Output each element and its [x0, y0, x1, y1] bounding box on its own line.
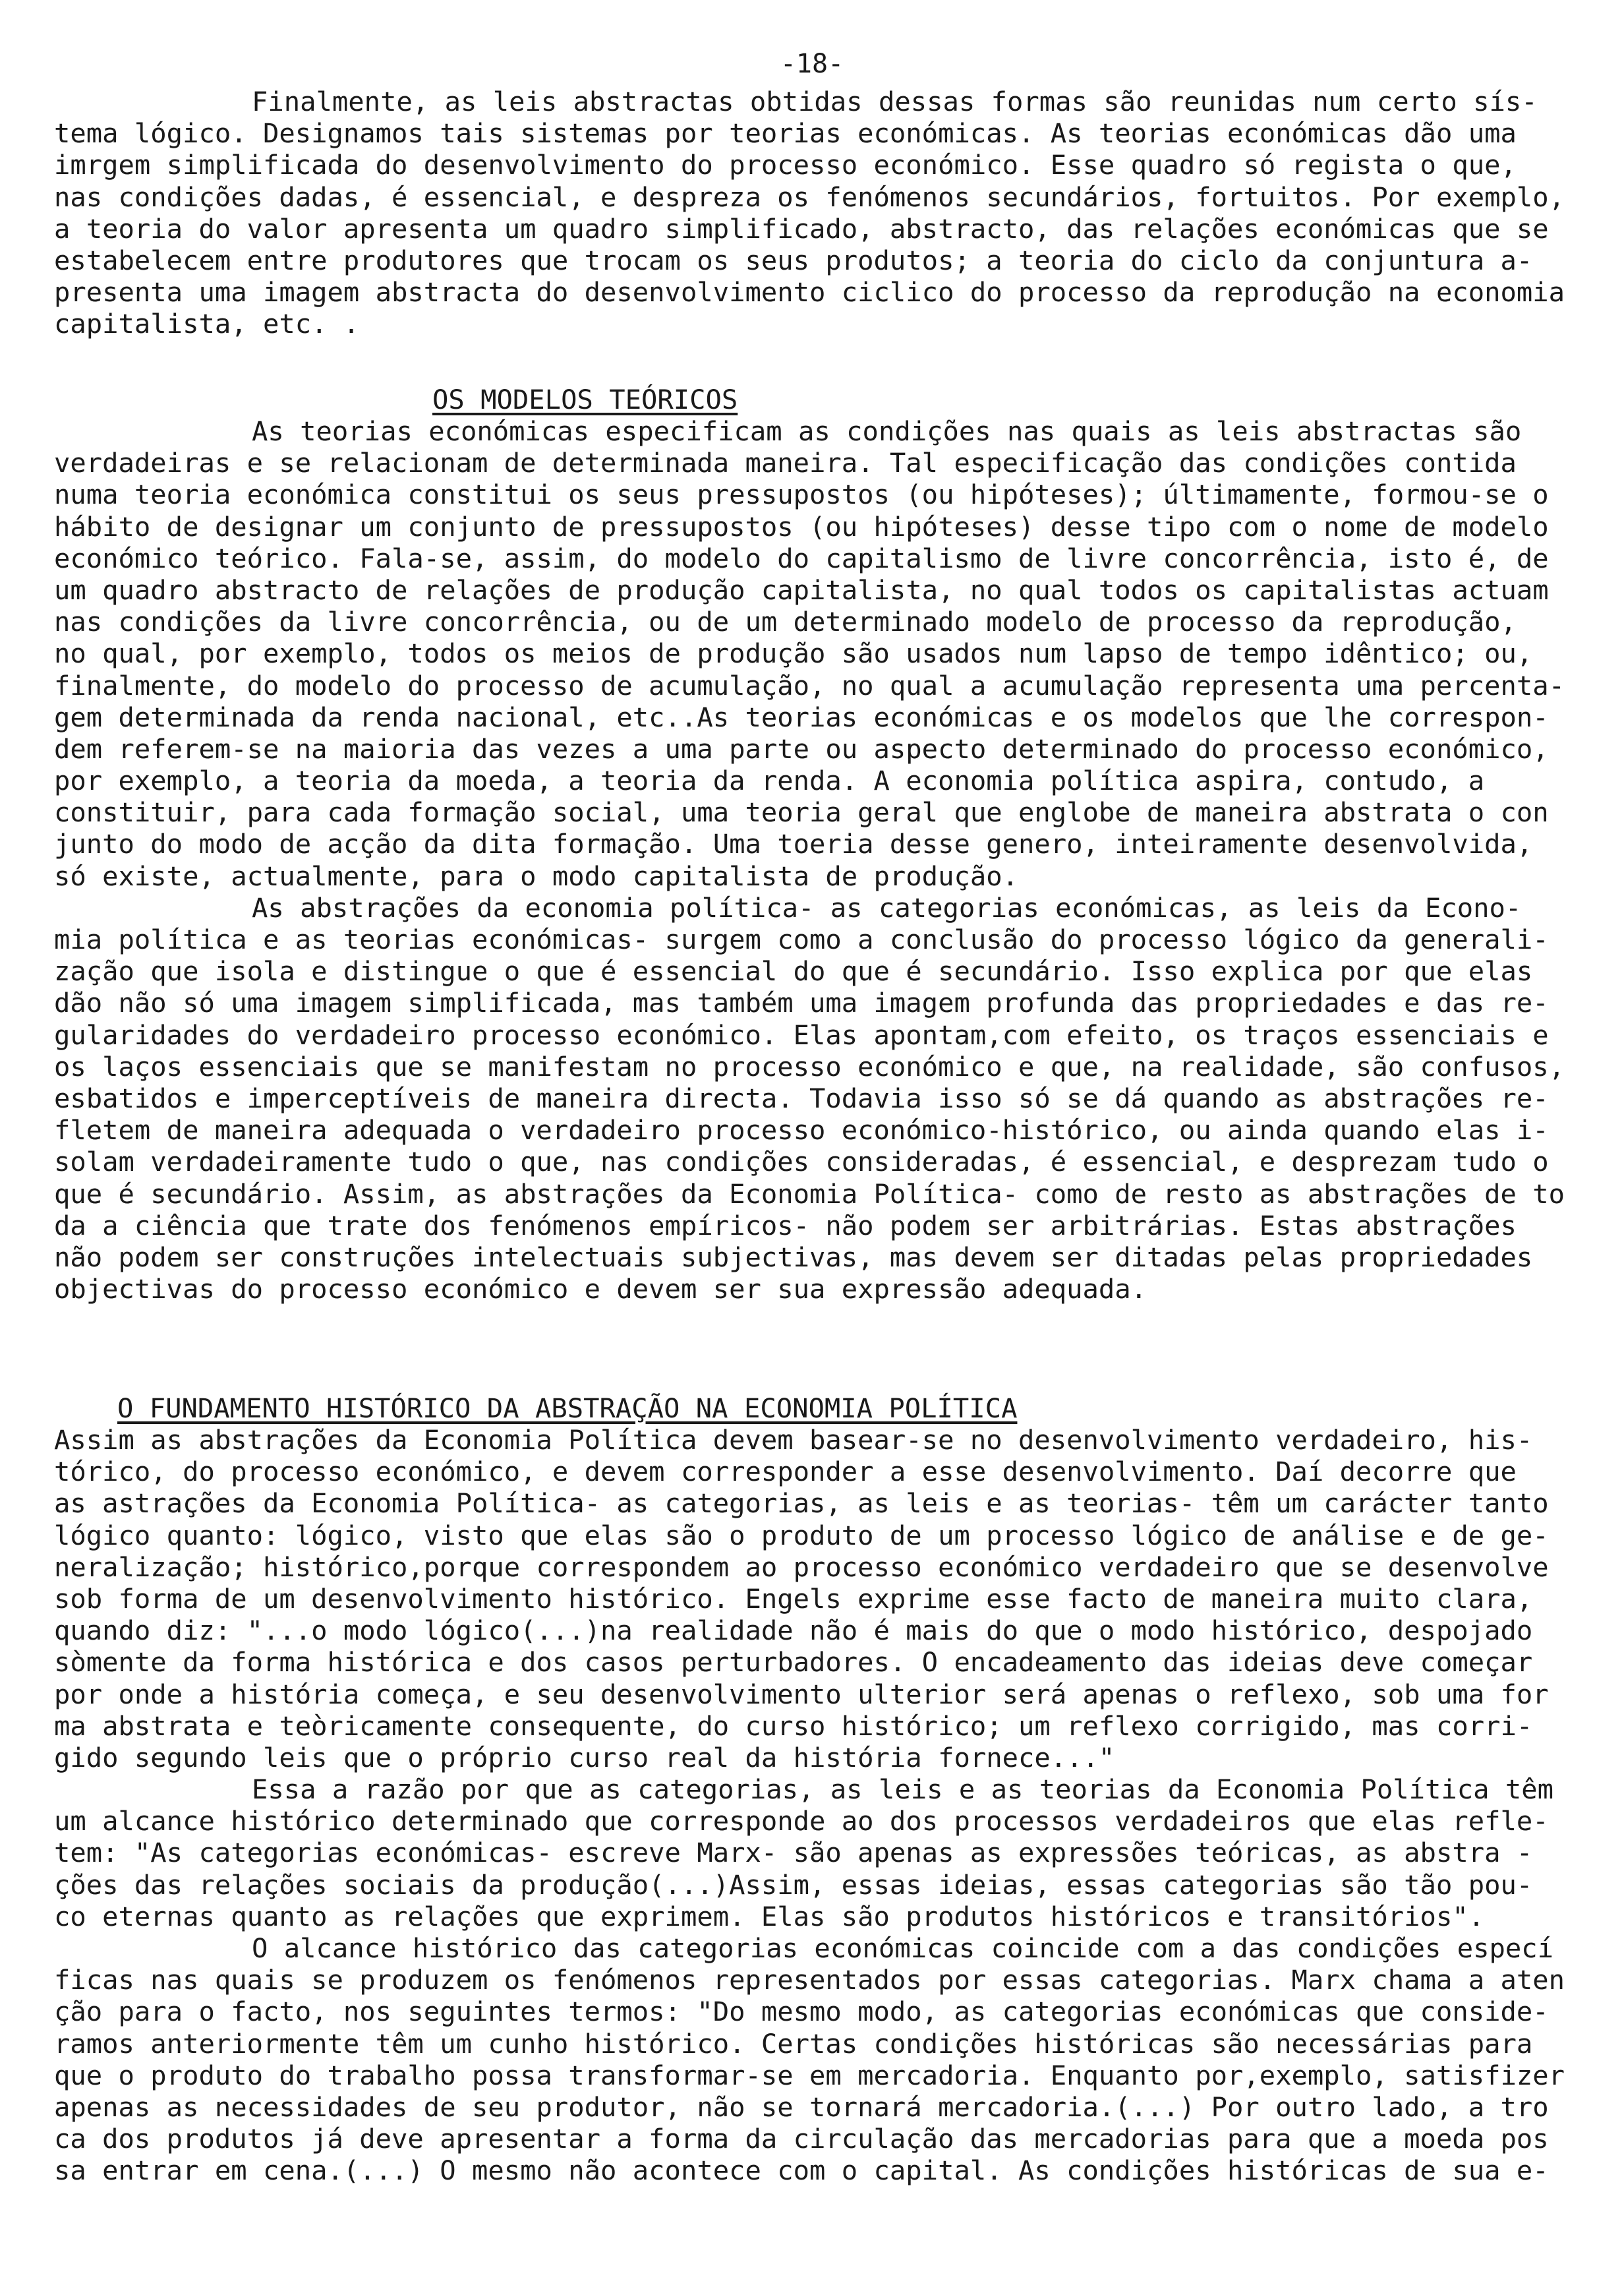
- text-line: ma abstrata e teòricamente consequente, do curso histórico; um reflexo corrigido, mas corri-: [54, 1709, 1533, 1742]
- text-line: tem: "As categorias económicas- escreve Marx- são apenas as expressões teóricas, as abstra -: [54, 1837, 1533, 1869]
- text-line: capitalista, etc. .: [54, 308, 360, 340]
- text-line: no qual, por exemplo, todos os meios de produção são usados num lapso de tempo idêntico; ou,: [54, 638, 1533, 670]
- text-line: económico teórico. Fala-se, assim, do modelo do capitalismo de livre concorrência, isto é, de: [54, 542, 1549, 574]
- text-line: a teoria do valor apresenta um quadro simplificado, abstracto, das relações económicas que se: [54, 212, 1549, 245]
- text-line: nas condições da livre concorrência, ou de um determinado modelo de processo da reprodução,: [54, 606, 1517, 638]
- page-number: -18-: [780, 49, 844, 79]
- text-line: por onde a história começa, e seu desenvolvimento ulterior será apenas o reflexo, sob uma for: [54, 1678, 1549, 1710]
- section-3-text: [54, 1424, 1570, 2187]
- text-line: solam verdadeiramente tudo o que, nas condições consideradas, é essencial, e desprezam tudo o: [54, 1146, 1549, 1178]
- text-line: presenta uma imagem abstracta do desenvolvimento ciclico do processo da reprodução na economia: [54, 276, 1565, 309]
- text-line: tórico, do processo económico, e devem corresponder a esse desenvolvimento. Daí decorre que: [54, 1456, 1517, 1488]
- text-line: mia política e as teorias económicas- surgem como a conclusão do processo lógico da generali-: [54, 924, 1549, 955]
- text-line: fletem de maneira adequada o verdadeiro processo económico-histórico, ou ainda quando elas i-: [54, 1114, 1549, 1146]
- text-line: sa entrar em cena.(...) O mesmo não acontece com o capital. As condições históricas de sua e-: [54, 2155, 1549, 2187]
- text-line: um alcance histórico determinado que corresponde ao dos processos verdadeiros que elas refle-: [54, 1805, 1549, 1837]
- text-line: ficas nas quais se produzem os fenómenos representados por essas categorias. Marx chama a aten: [54, 1964, 1565, 1996]
- text-line: ramos anteriormente têm um cunho histórico. Certas condições históricas são necessárias para: [54, 2027, 1533, 2060]
- text-line: só existe, actualmente, para o modo capitalista de produção.: [54, 860, 1018, 892]
- text-line: constituir, para cada formação social, uma teoria geral que englobe de maneira abstrata o con: [54, 796, 1549, 829]
- text-line: gem determinada da renda nacional, etc..As teorias económicas e os modelos que lhe correspon-: [54, 701, 1549, 733]
- text-line: nas condições dadas, é essencial, e despreza os fenómenos secundários, fortuitos. Por exemplo,: [54, 181, 1565, 213]
- section-2-text: [54, 415, 1570, 1305]
- text-line: objectivas do processo económico e devem ser sua expressão adequada.: [54, 1273, 1147, 1305]
- text-line: ção para o facto, nos seguintes termos: "Do mesmo modo, as categorias económicas que conside-: [54, 1996, 1549, 2028]
- text-line: da a ciência que trate dos fenómenos empíricos- não podem ser arbitrárias. Estas abstrações: [54, 1209, 1517, 1241]
- text-line: zação que isola e distingue o que é essencial do que é secundário. Isso explica por que elas: [54, 955, 1533, 988]
- text-line: As teorias económicas especificam as condições nas quais as leis abstractas são: [252, 415, 1522, 447]
- text-line: os laços essenciais que se manifestam no processo económico e que, na realidade, são confusos,: [54, 1050, 1565, 1083]
- text-line: Essa a razão por que as categorias, as leis e as teorias da Economia Política têm: [252, 1773, 1554, 1806]
- text-line: sob forma de um desenvolvimento histórico. Engels exprime esse facto de maneira muito clara,: [54, 1582, 1533, 1615]
- text-line: ca dos produtos já deve apresentar a forma da circulação das mercadorias para que a moeda pos: [54, 2123, 1549, 2155]
- text-line: estabelecem entre produtores que trocam os seus produtos; a teoria do ciclo da conjuntura a-: [54, 244, 1533, 276]
- text-line: As abstrações da economia política- as categorias económicas, as leis da Econo-: [252, 891, 1522, 924]
- text-line: co eternas quanto as relações que exprimem. Elas são produtos históricos e transitórios".: [54, 1900, 1485, 1932]
- text-line: por exemplo, a teoria da moeda, a teoria da renda. A economia política aspira, contudo, a: [54, 765, 1485, 797]
- text-line: verdadeiras e se relacionam de determinada maneira. Tal especificação das condições contida: [54, 447, 1517, 479]
- text-line: que é secundário. Assim, as abstrações da Economia Política- como de resto as abstrações de to: [54, 1177, 1565, 1210]
- text-line: lógico quanto: lógico, visto que elas são o produto de um processo lógico de análise e de ge-: [54, 1519, 1549, 1551]
- text-line: esbatidos e imperceptíveis de maneira directa. Todavia isso só se dá quando as abstrações re-: [54, 1082, 1549, 1114]
- text-line: numa teoria económica constitui os seus pressupostos (ou hipóteses); últimamente, formou-se o: [54, 479, 1549, 511]
- text-line: quando diz: "...o modo lógico(...)na realidade não é mais do que o modo histórico, despojado: [54, 1615, 1533, 1647]
- text-line: gularidades do verdadeiro processo económico. Elas apontam,com efeito, os traços essenciais e: [54, 1019, 1549, 1051]
- text-line: sòmente da forma histórica e dos casos perturbadores. O encadeamento das ideias deve começar: [54, 1646, 1533, 1679]
- text-line: gido segundo leis que o próprio curso real da história fornece...": [54, 1741, 1115, 1773]
- text-line: dem referem-se na maioria das vezes a uma parte ou aspecto determinado do processo económico,: [54, 732, 1549, 765]
- text-line: hábito de designar um conjunto de pressupostos (ou hipóteses) desse tipo com o nome de modelo: [54, 510, 1549, 543]
- text-line: apenas as necessidades de seu produtor, não se tornará mercadoria.(...) Por outro lado, a tro: [54, 2091, 1549, 2123]
- text-line: junto do modo de acção da dita formação. Uma toeria desse genero, inteiramente desenvolvida,: [54, 828, 1533, 860]
- text-line: finalmente, do modelo do processo de acumulação, no qual a acumulação representa uma percenta-: [54, 669, 1565, 701]
- text-line: ções das relações sociais da produção(...)Assim, essas ideias, essas categorias são tão pou-: [54, 1868, 1533, 1901]
- text-line: Assim as abstrações da Economia Política devem basear-se no desenvolvimento verdadeiro, his-: [54, 1424, 1533, 1456]
- text-line: neralização; histórico,porque correspondem ao processo económico verdadeiro que se desenvolve: [54, 1551, 1549, 1583]
- text-line: um quadro abstracto de relações de produção capitalista, no qual todos os capitalistas actuam: [54, 574, 1549, 606]
- text-line: dão não só uma imagem simplificada, mas também uma imagem profunda das propriedades e das re-: [54, 987, 1549, 1019]
- text-line: as astrações da Economia Política- as categorias, as leis e as teorias- têm um carácter tanto: [54, 1487, 1549, 1520]
- text-line: não podem ser construções intelectuais subjectivas, mas devem ser ditadas pelas propriedades: [54, 1241, 1533, 1273]
- text-line: imrgem simplificada do desenvolvimento do processo económico. Esse quadro só regista o que,: [54, 149, 1517, 181]
- text-line: O alcance histórico das categorias económicas coincide com a das condições especí: [252, 1932, 1554, 1964]
- heading-modelos-teoricos: OS MODELOS TEÓRICOS: [432, 384, 738, 415]
- text-line: tema lógico. Designamos tais sistemas por teorias económicas. As teorias económicas dão uma: [54, 117, 1517, 150]
- heading-fundamento-historico: O FUNDAMENTO HISTÓRICO DA ABSTRAÇÃO NA ECONOMIA POLÍTICA: [117, 1392, 1018, 1424]
- section-1-text: [54, 86, 1570, 340]
- text-line: que o produto do trabalho possa transformar-se em mercadoria. Enquanto por,exemplo, satisfizer: [54, 2059, 1565, 2091]
- text-line: Finalmente, as leis abstractas obtidas dessas formas são reunidas num certo sís-: [252, 86, 1538, 117]
